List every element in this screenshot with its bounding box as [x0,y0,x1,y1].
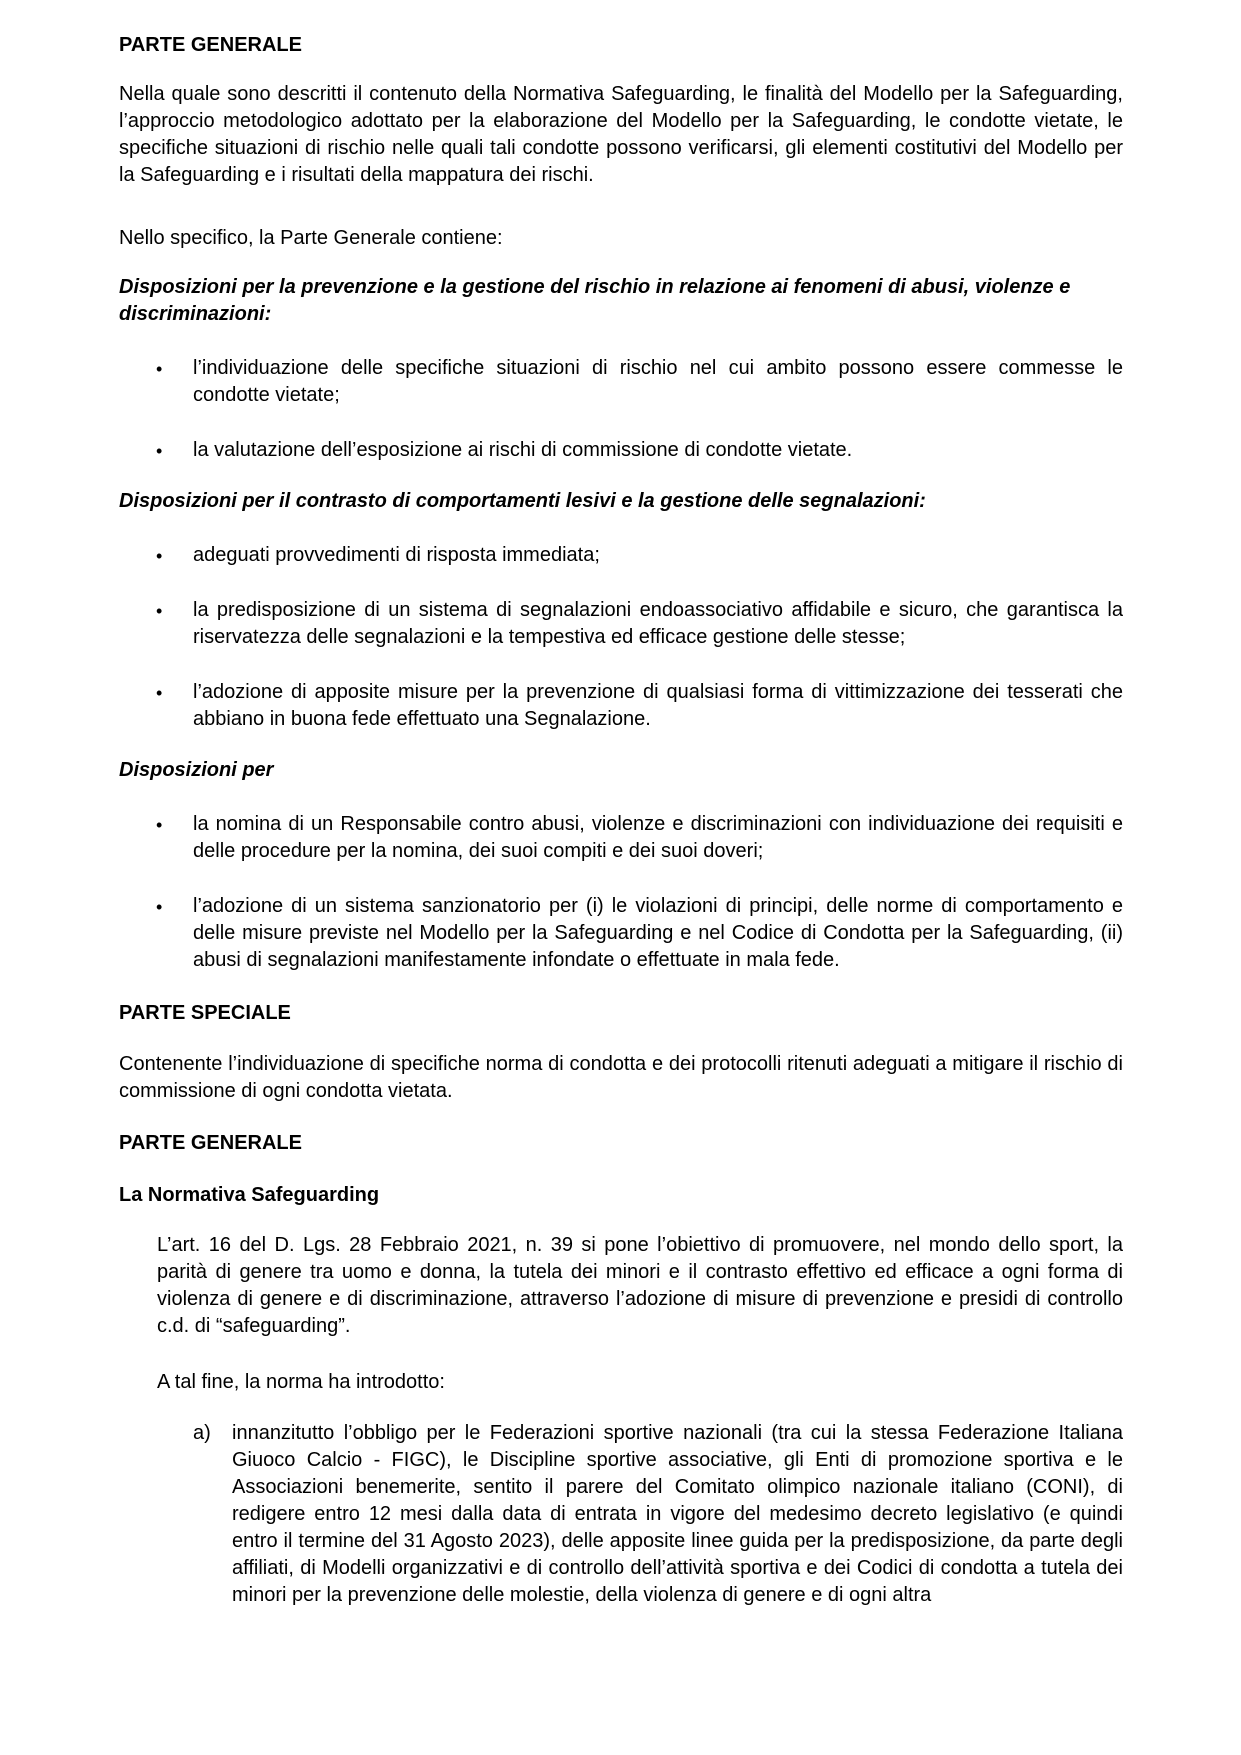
bullet-item: la nomina di un Responsabile contro abusi, violenze e discriminazioni con individuazione dei requisiti e delle procedure per la nomina, dei suoi compiti e dei suoi doveri; [193,813,1123,862]
specifico-paragraph: Nello specifico, la Parte Generale contiene: [119,227,503,249]
speciale-paragraph: Contenente l’individuazione di specifiche norma di condotta e dei protocolli ritenuti adeguati a mitigare il rischio di commissione di ogni condotta vietata. [119,1053,1123,1102]
bullet-item: la valutazione dell’esposizione ai rischi di commissione di condotte vietate. [193,439,853,461]
section-heading: PARTE GENERALE [119,1132,302,1154]
bullet-item: adeguati provvedimenti di risposta immediata; [193,544,600,566]
list-marker: a) [193,1422,211,1444]
bullet-symbol: • [156,897,163,917]
bullet-item: la predisposizione di un sistema di segnalazioni endoassociativo affidabile e sicuro, che garantisca la riservatezza delle segnalazioni e la tempestiva ed efficace gestione delle stesse; [193,599,1123,648]
subsection-title: Disposizioni per la prevenzione e la gestione del rischio in relazione ai fenomeni di abusi, violenze e discriminazioni: [119,276,1071,325]
bullet-symbol: • [156,359,163,379]
bullet-symbol: • [156,601,163,621]
list-item: innanzitutto l’obbligo per le Federazioni sportive nazionali (tra cui la stessa Federazione Italiana Giuoco Calcio - FIGC), le Discipline sportive associative, gli Enti di promozione sportiva e le Associazioni benemerite, sentito il parere del Comitato olimpico nazionale italiano (CONI), di redigere entro 12 mesi dalla data di entrata in vigore del medesimo decreto legislativo (e quindi entro il termine del 31 Agosto 2023), delle apposite linee guida per la predisposizione, da parte degli affiliati, di Modelli organizzativi e di controllo dell’attività sportiva e dei Codici di condotta a tutela dei minori per la prevenzione delle molestie, della violenza di genere e di ogni altra [232,1422,1123,1606]
section-heading: PARTE SPECIALE [119,1002,291,1024]
bullet-item: l’adozione di apposite misure per la prevenzione di qualsiasi forma di vittimizzazione dei tesserati che abbiano in buona fede effettuato una Segnalazione. [193,681,1123,730]
subsection-title: Disposizioni per [119,759,274,781]
section-heading: PARTE GENERALE [119,34,302,56]
bullet-item: l’adozione di un sistema sanzionatorio per (i) le violazioni di principi, delle norme di comportamento e delle misure previste nel Modello per la Safeguarding e nel Codice di Condotta per la Safeguarding, (ii) abusi di segnalazioni manifestamente infondate o effettuate in mala fede. [193,895,1123,971]
art16-paragraph: L’art. 16 del D. Lgs. 28 Febbraio 2021, n. 39 si pone l’obiettivo di promuovere, nel mondo dello sport, la parità di genere tra uomo e donna, la tutela dei minori e il contrasto effettivo ed efficace a ogni forma di violenza di genere e di discriminazione, attraverso l’adozione di misure di prevenzione e presidi di controllo c.d. di “safeguarding”. [157,1234,1123,1337]
subsection-heading: La Normativa Safeguarding [119,1184,380,1206]
bullet-symbol: • [156,546,163,566]
intro-paragraph: Nella quale sono descritti il contenuto della Normativa Safeguarding, le finalità del Modello per la Safeguarding, l’approccio metodologico adottato per la elaborazione del Modello per la Safeguarding, le condotte vietate, le specifiche situazioni di rischio nelle quali tali condotte possono verificarsi, gli elementi costitutivi del Modello per la Safeguarding e i risultati della mappatura dei rischi. [119,83,1123,186]
bullet-item: l’individuazione delle specifiche situazioni di rischio nel cui ambito possono essere commesse le condotte vietate; [193,357,1123,406]
bullet-symbol: • [156,683,163,703]
bullet-symbol: • [156,815,163,835]
bullet-symbol: • [156,441,163,461]
subsection-title: Disposizioni per il contrasto di comportamenti lesivi e la gestione delle segnalazioni: [119,490,926,512]
tal-fine-paragraph: A tal fine, la norma ha introdotto: [157,1371,445,1393]
